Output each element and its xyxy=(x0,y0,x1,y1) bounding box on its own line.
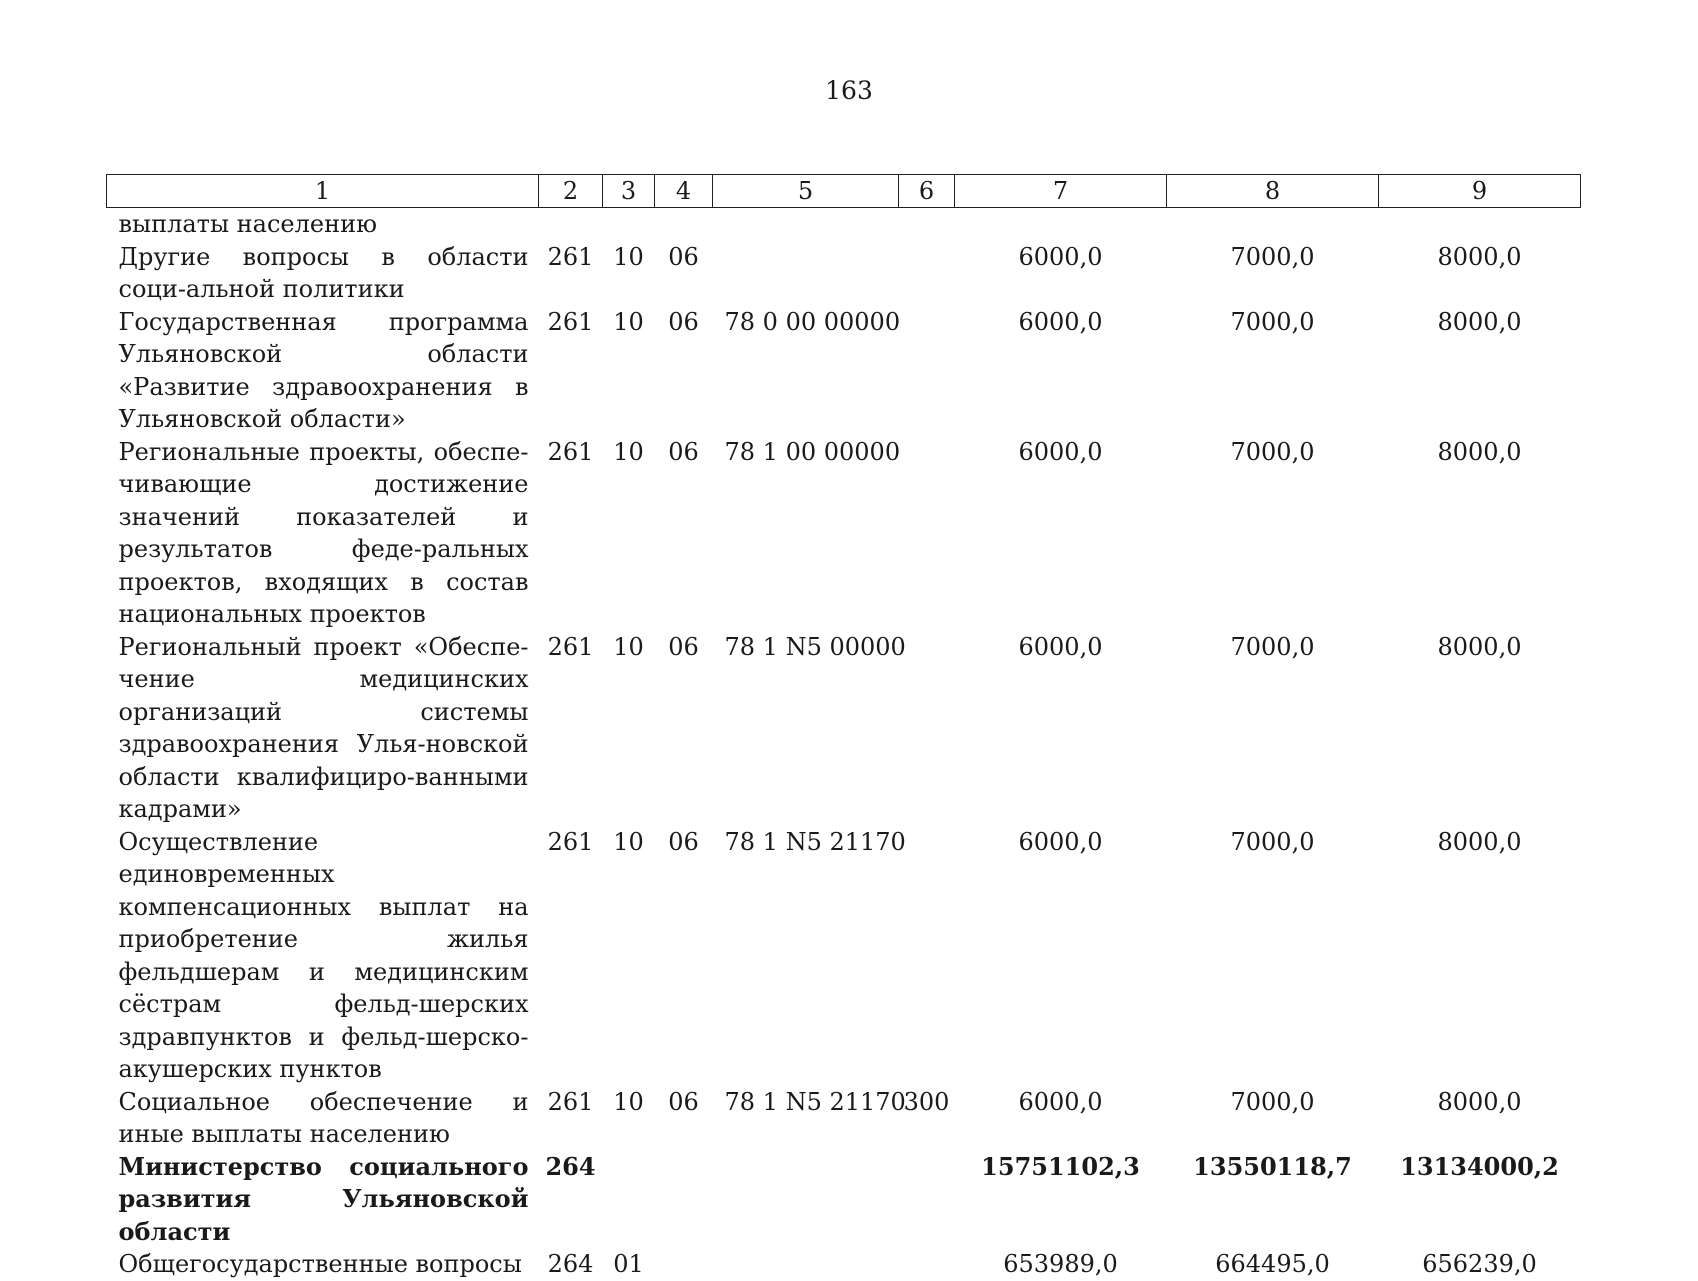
row-col5 xyxy=(713,241,899,306)
row-col2 xyxy=(539,208,603,241)
header-cell-3: 3 xyxy=(603,175,655,208)
row-col5: 78 1 N5 21170 xyxy=(724,827,906,856)
row-col2: 261 xyxy=(547,632,594,661)
row-col8: 7000,0 xyxy=(1230,307,1315,336)
row-col3: 10 xyxy=(613,437,644,466)
header-cell-1: 1 xyxy=(107,175,539,208)
row-col4 xyxy=(655,1151,713,1249)
row-col6 xyxy=(899,241,955,306)
row-col4: 06 xyxy=(668,242,699,271)
row-col3 xyxy=(603,1151,655,1249)
row-col7: 6000,0 xyxy=(1018,1087,1103,1116)
row-col9 xyxy=(1379,208,1581,241)
table-row xyxy=(107,241,1581,306)
row-col8 xyxy=(1167,208,1379,241)
row-col7: 6000,0 xyxy=(1018,632,1103,661)
row-name: Региональные проекты, обеспе-чивающие достижение значений показателей и результатов феде-ральных проектов, входящих в состав национальных проектов xyxy=(118,437,529,628)
row-col2: 264 xyxy=(547,1250,594,1278)
row-col8: 664495,0 xyxy=(1215,1250,1330,1278)
table-row xyxy=(107,631,1581,826)
row-col7: 6000,0 xyxy=(1018,242,1103,271)
row-col3 xyxy=(603,208,655,241)
row-col6 xyxy=(899,1248,955,1281)
header-cell-7: 7 xyxy=(955,175,1167,208)
row-name: Осуществление единовременных компенсационных выплат на приобретение жилья фельдшерам и медицинским сёстрам фельд-шерских здравпунктов и фельд-шерско-акушерских пунктов xyxy=(118,827,529,1083)
row-col6 xyxy=(899,826,955,1086)
table-row-bold xyxy=(107,1151,1581,1249)
row-name: Государственная программа Ульяновской области «Развитие здравоохранения в Ульяновской области» xyxy=(118,307,529,433)
row-col9: 8000,0 xyxy=(1437,1087,1522,1116)
row-col4: 06 xyxy=(668,632,699,661)
row-col5: 78 1 N5 21170 xyxy=(724,1087,906,1116)
row-col7: 15751102,3 xyxy=(981,1151,1140,1181)
row-col5: 78 1 N5 00000 xyxy=(724,632,906,661)
header-row xyxy=(107,175,1581,208)
row-col7: 6000,0 xyxy=(1018,307,1103,336)
row-col3: 10 xyxy=(613,632,644,661)
row-col9: 8000,0 xyxy=(1437,632,1522,661)
row-col5 xyxy=(713,1151,899,1249)
row-col4 xyxy=(655,1248,713,1281)
row-name: выплаты населению xyxy=(118,210,377,238)
header-cell-2: 2 xyxy=(539,175,603,208)
row-col8: 7000,0 xyxy=(1230,632,1315,661)
row-col6 xyxy=(899,436,955,631)
row-col3: 10 xyxy=(613,307,644,336)
row-col6: 300 xyxy=(903,1087,950,1116)
row-col6 xyxy=(899,306,955,436)
row-col8: 7000,0 xyxy=(1230,827,1315,856)
row-col7: 6000,0 xyxy=(1018,827,1103,856)
header-cell-5: 5 xyxy=(713,175,899,208)
table-row xyxy=(107,1086,1581,1151)
row-col6 xyxy=(899,631,955,826)
row-col8: 13550118,7 xyxy=(1193,1151,1352,1181)
row-col9: 8000,0 xyxy=(1437,307,1522,336)
row-name: Другие вопросы в области соци-альной политики xyxy=(118,242,529,303)
row-col7: 653989,0 xyxy=(1003,1250,1118,1278)
row-col4: 06 xyxy=(668,307,699,336)
row-col3: 10 xyxy=(613,827,644,856)
row-col4: 06 xyxy=(668,437,699,466)
row-col9: 8000,0 xyxy=(1437,242,1522,271)
row-name: Министерство социального развития Ульяновской области xyxy=(118,1151,529,1246)
row-col2: 261 xyxy=(547,242,594,271)
row-col9: 8000,0 xyxy=(1437,827,1522,856)
table-row xyxy=(107,306,1581,436)
row-col5 xyxy=(713,208,899,241)
table-row xyxy=(107,1248,1581,1281)
row-col5 xyxy=(713,1248,899,1281)
table-row xyxy=(107,826,1581,1086)
row-col9: 13134000,2 xyxy=(1400,1151,1559,1181)
row-col5: 78 0 00 00000 xyxy=(724,307,901,336)
header-cell-4: 4 xyxy=(655,175,713,208)
row-col4 xyxy=(655,208,713,241)
row-col4: 06 xyxy=(668,827,699,856)
row-name: Социальное обеспечение и иные выплаты населению xyxy=(118,1087,529,1148)
row-col5: 78 1 00 00000 xyxy=(724,437,901,466)
row-col2: 261 xyxy=(547,827,594,856)
row-col9: 656239,0 xyxy=(1422,1250,1537,1278)
table-row xyxy=(107,208,1581,241)
row-name: Региональный проект «Обеспе-чение медицинских организаций системы здравоохранения Улья-новской области квалифициро-ванными кадрами» xyxy=(118,632,529,823)
row-col7: 6000,0 xyxy=(1018,437,1103,466)
row-col8: 7000,0 xyxy=(1230,437,1315,466)
header-cell-6: 6 xyxy=(899,175,955,208)
row-col3: 01 xyxy=(613,1250,644,1278)
row-col6 xyxy=(899,1151,955,1249)
budget-table xyxy=(106,174,1581,1281)
row-col6 xyxy=(899,208,955,241)
row-col2: 261 xyxy=(547,307,594,336)
row-col4: 06 xyxy=(668,1087,699,1116)
table-row xyxy=(107,436,1581,631)
header-cell-9: 9 xyxy=(1379,175,1581,208)
row-col7 xyxy=(955,208,1167,241)
row-col8: 7000,0 xyxy=(1230,1087,1315,1116)
page-number: 163 xyxy=(825,76,873,105)
row-col3: 10 xyxy=(613,242,644,271)
row-col9: 8000,0 xyxy=(1437,437,1522,466)
row-col2: 264 xyxy=(545,1151,596,1181)
row-col3: 10 xyxy=(613,1087,644,1116)
row-col2: 261 xyxy=(547,1087,594,1116)
row-name: Общегосударственные вопросы xyxy=(118,1250,522,1278)
row-col2: 261 xyxy=(547,437,594,466)
row-col8: 7000,0 xyxy=(1230,242,1315,271)
header-cell-8: 8 xyxy=(1167,175,1379,208)
